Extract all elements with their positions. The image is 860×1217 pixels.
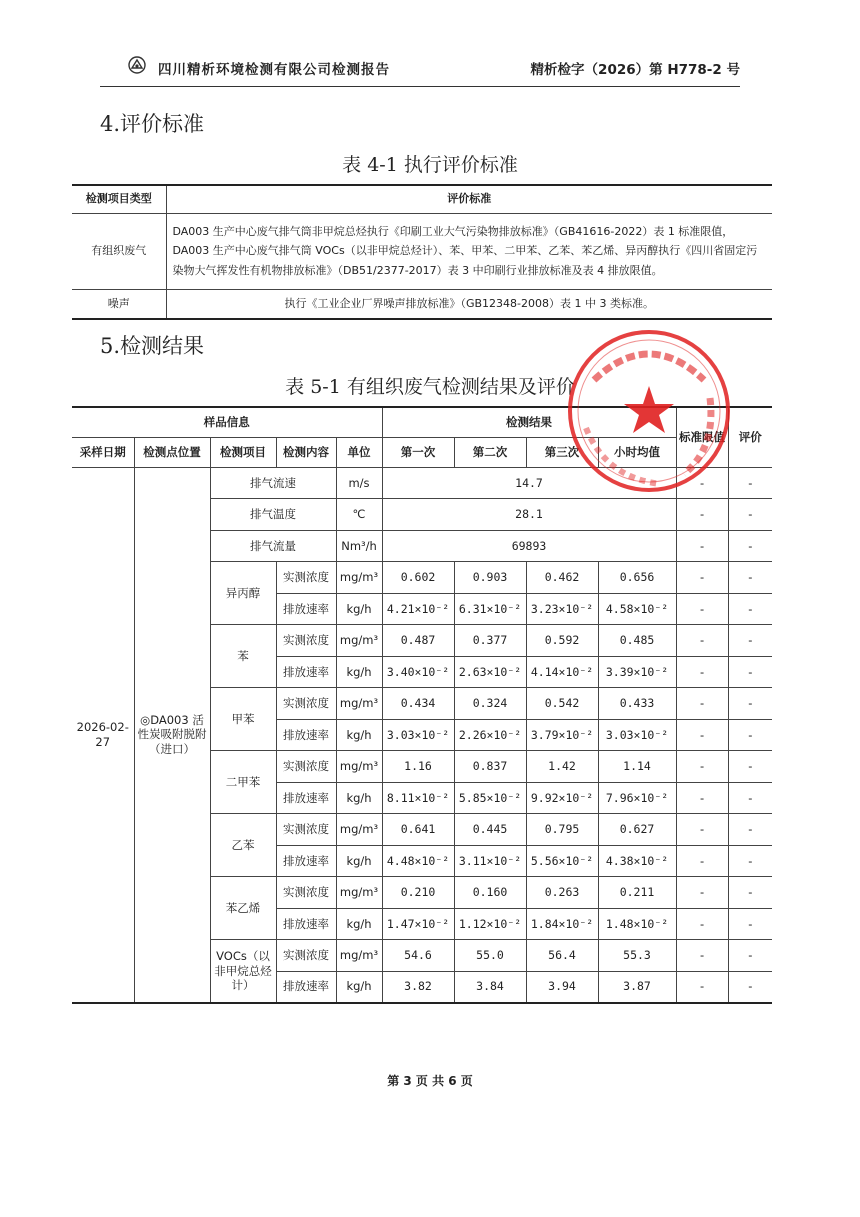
measure-type-cell: 实测浓度 [276, 625, 336, 657]
limit-cell: - [676, 625, 728, 657]
result-value-cell: 0.795 [526, 814, 598, 846]
result-value-cell: 0.602 [382, 562, 454, 594]
measure-type-cell: 排放速率 [276, 971, 336, 1003]
table-header-cell: 检测项目类型 [72, 185, 166, 213]
table-row [72, 289, 772, 319]
result-value-cell: 0.434 [382, 688, 454, 720]
evaluation-cell: - [728, 467, 772, 499]
table-row [72, 213, 772, 289]
substance-name-cell: 甲苯 [210, 688, 276, 751]
substance-name-cell: VOCs（以非甲烷总烃计） [210, 940, 276, 1003]
limit-cell: - [676, 782, 728, 814]
unit-cell: mg/m³ [336, 940, 382, 972]
limit-cell: - [676, 656, 728, 688]
limit-cell: - [676, 499, 728, 531]
result-value-cell: 0.324 [454, 688, 526, 720]
unit-cell: mg/m³ [336, 562, 382, 594]
parameter-name-cell: 排气流速 [210, 467, 336, 499]
item-type-cell: 噪声 [72, 289, 166, 319]
substance-name-cell: 苯乙烯 [210, 877, 276, 940]
result-value-cell: 0.160 [454, 877, 526, 909]
unit-cell: mg/m³ [336, 751, 382, 783]
evaluation-cell: - [728, 751, 772, 783]
column-header: 检测项目 [210, 437, 276, 467]
result-value-cell: 3.82 [382, 971, 454, 1003]
result-value-cell: 0.462 [526, 562, 598, 594]
unit-cell: mg/m³ [336, 625, 382, 657]
result-value-cell: 3.39×10⁻² [598, 656, 676, 688]
measure-type-cell: 排放速率 [276, 908, 336, 940]
result-value-cell: 1.48×10⁻² [598, 908, 676, 940]
column-header: 采样日期 [72, 437, 134, 467]
limit-cell: - [676, 908, 728, 940]
result-value-cell: 1.12×10⁻² [454, 908, 526, 940]
result-value-cell: 6.31×10⁻² [454, 593, 526, 625]
unit-cell: mg/m³ [336, 814, 382, 846]
unit-cell: kg/h [336, 593, 382, 625]
result-value-cell: 3.87 [598, 971, 676, 1003]
limit-cell: - [676, 562, 728, 594]
unit-cell: kg/h [336, 908, 382, 940]
section-4-title: 4.评价标准 [100, 112, 205, 136]
result-value-cell: 2.26×10⁻² [454, 719, 526, 751]
result-value-cell: 0.656 [598, 562, 676, 594]
substance-name-cell: 二甲苯 [210, 751, 276, 814]
evaluation-cell: - [728, 530, 772, 562]
evaluation-cell: - [728, 814, 772, 846]
limit-cell: - [676, 593, 728, 625]
substance-name-cell: 乙苯 [210, 814, 276, 877]
result-value-cell: 3.03×10⁻² [598, 719, 676, 751]
result-value-cell: 55.3 [598, 940, 676, 972]
result-value-cell: 0.485 [598, 625, 676, 657]
result-value-cell: 56.4 [526, 940, 598, 972]
result-value-cell: 3.23×10⁻² [526, 593, 598, 625]
result-value-cell: 1.14 [598, 751, 676, 783]
result-value-cell: 1.42 [526, 751, 598, 783]
column-header: 第一次 [382, 437, 454, 467]
results-group-header: 检测结果 [382, 407, 676, 437]
limit-cell: - [676, 467, 728, 499]
measure-type-cell: 排放速率 [276, 782, 336, 814]
exhaust-gas-results-table [72, 406, 772, 1004]
column-header: 小时均值 [598, 437, 676, 467]
substance-name-cell: 异丙醇 [210, 562, 276, 625]
result-value-cell: 4.14×10⁻² [526, 656, 598, 688]
column-header: 单位 [336, 437, 382, 467]
evaluation-cell: - [728, 940, 772, 972]
result-value-cell: 4.21×10⁻² [382, 593, 454, 625]
unit-cell: ℃ [336, 499, 382, 531]
sampling-date-cell: 2026-02-27 [72, 467, 134, 1003]
item-type-cell: 有组织废气 [72, 213, 166, 289]
result-value-cell: 3.84 [454, 971, 526, 1003]
report-number: 精析检字（2026）第 H778-2 号 [530, 62, 740, 78]
evaluation-cell: - [728, 782, 772, 814]
sampling-location-cell: ◎DA003 活性炭吸附脱附（进口） [134, 467, 210, 1003]
result-value-cell: 3.79×10⁻² [526, 719, 598, 751]
measure-type-cell: 排放速率 [276, 593, 336, 625]
evaluation-cell: - [728, 719, 772, 751]
measure-type-cell: 排放速率 [276, 719, 336, 751]
result-value-cell: 3.03×10⁻² [382, 719, 454, 751]
parameter-name-cell: 排气温度 [210, 499, 336, 531]
evaluation-cell: - [728, 656, 772, 688]
result-value-cell: 4.48×10⁻² [382, 845, 454, 877]
unit-cell: kg/h [336, 719, 382, 751]
table-5-1-caption: 表 5-1 有组织废气检测结果及评价 [285, 376, 575, 398]
measure-type-cell: 实测浓度 [276, 751, 336, 783]
unit-cell: mg/m³ [336, 877, 382, 909]
parameter-name-cell: 排气流量 [210, 530, 336, 562]
table-row [72, 467, 772, 499]
unit-cell: kg/h [336, 656, 382, 688]
result-value-cell: 0.487 [382, 625, 454, 657]
evaluation-cell: - [728, 499, 772, 531]
result-value-cell: 0.837 [454, 751, 526, 783]
result-value-cell: 0.377 [454, 625, 526, 657]
unit-cell: kg/h [336, 782, 382, 814]
limit-cell: - [676, 719, 728, 751]
evaluation-cell: - [728, 971, 772, 1003]
result-value-cell: 3.94 [526, 971, 598, 1003]
result-value-cell: 0.903 [454, 562, 526, 594]
result-value-cell: 0.592 [526, 625, 598, 657]
evaluation-cell: - [728, 845, 772, 877]
result-value-cell: 0.211 [598, 877, 676, 909]
measure-type-cell: 实测浓度 [276, 877, 336, 909]
page-number: 第 3 页 共 6 页 [387, 1074, 473, 1088]
result-value-cell: 1.16 [382, 751, 454, 783]
measure-type-cell: 排放速率 [276, 845, 336, 877]
result-value-cell: 3.40×10⁻² [382, 656, 454, 688]
result-value-cell: 2.63×10⁻² [454, 656, 526, 688]
report-header [100, 52, 740, 87]
evaluation-cell: - [728, 908, 772, 940]
evaluation-cell: - [728, 877, 772, 909]
limit-cell: - [676, 940, 728, 972]
standard-desc-cell: 执行《工业企业厂界噪声排放标准》（GB12348-2008）表 1 中 3 类标准。 [166, 289, 772, 319]
result-value-cell: 5.85×10⁻² [454, 782, 526, 814]
result-value-cell: 54.6 [382, 940, 454, 972]
column-header: 第二次 [454, 437, 526, 467]
company-logo-icon [128, 56, 146, 74]
unit-cell: m/s [336, 467, 382, 499]
result-value-cell: 28.1 [382, 499, 676, 531]
measure-type-cell: 实测浓度 [276, 688, 336, 720]
organization-name: 四川精析环境检测有限公司检测报告 [158, 62, 390, 78]
limit-cell: - [676, 814, 728, 846]
result-value-cell: 0.627 [598, 814, 676, 846]
result-value-cell: 1.47×10⁻² [382, 908, 454, 940]
limit-cell: - [676, 877, 728, 909]
unit-cell: Nm³/h [336, 530, 382, 562]
result-value-cell: 7.96×10⁻² [598, 782, 676, 814]
result-value-cell: 0.263 [526, 877, 598, 909]
limit-cell: - [676, 971, 728, 1003]
measure-type-cell: 实测浓度 [276, 562, 336, 594]
limit-cell: - [676, 751, 728, 783]
result-value-cell: 0.445 [454, 814, 526, 846]
evaluation-column-header: 评价 [728, 407, 772, 467]
section-5-title: 5.检测结果 [100, 334, 205, 358]
evaluation-cell: - [728, 562, 772, 594]
standard-desc-cell: DA003 生产中心废气排气筒非甲烷总烃执行《印刷工业大气污染物排放标准》（GB41616-2022）表 1 标准限值，DA003 生产中心废气排气筒 VOCs（以非甲烷总烃计）、苯、甲苯、二甲苯、乙苯、苯乙烯、异丙醇执行《四川省固定污染物大气挥发性有机物排放标准》（DB51/2377-2017）表 3 中印刷行业排放标准及表 4 排放限值。 [166, 213, 772, 289]
evaluation-cell: - [728, 625, 772, 657]
measure-type-cell: 排放速率 [276, 656, 336, 688]
result-value-cell: 0.433 [598, 688, 676, 720]
column-header: 检测内容 [276, 437, 336, 467]
unit-cell: kg/h [336, 971, 382, 1003]
result-value-cell: 14.7 [382, 467, 676, 499]
limit-cell: - [676, 688, 728, 720]
measure-type-cell: 实测浓度 [276, 814, 336, 846]
limit-cell: - [676, 530, 728, 562]
evaluation-cell: - [728, 688, 772, 720]
result-value-cell: 4.58×10⁻² [598, 593, 676, 625]
result-value-cell: 1.84×10⁻² [526, 908, 598, 940]
unit-cell: kg/h [336, 845, 382, 877]
result-value-cell: 0.542 [526, 688, 598, 720]
evaluation-standard-table [72, 184, 772, 320]
table-header-cell: 评价标准 [166, 185, 772, 213]
result-value-cell: 0.210 [382, 877, 454, 909]
substance-name-cell: 苯 [210, 625, 276, 688]
result-value-cell: 0.641 [382, 814, 454, 846]
result-value-cell: 5.56×10⁻² [526, 845, 598, 877]
result-value-cell: 8.11×10⁻² [382, 782, 454, 814]
table-4-1-caption: 表 4-1 执行评价标准 [342, 154, 518, 176]
limit-column-header: 标准限值 [676, 407, 728, 467]
column-header: 第三次 [526, 437, 598, 467]
column-header: 检测点位置 [134, 437, 210, 467]
evaluation-cell: - [728, 593, 772, 625]
result-value-cell: 4.38×10⁻² [598, 845, 676, 877]
result-value-cell: 3.11×10⁻² [454, 845, 526, 877]
sample-info-group-header: 样品信息 [72, 407, 382, 437]
result-value-cell: 69893 [382, 530, 676, 562]
result-value-cell: 55.0 [454, 940, 526, 972]
result-value-cell: 9.92×10⁻² [526, 782, 598, 814]
limit-cell: - [676, 845, 728, 877]
measure-type-cell: 实测浓度 [276, 940, 336, 972]
unit-cell: mg/m³ [336, 688, 382, 720]
